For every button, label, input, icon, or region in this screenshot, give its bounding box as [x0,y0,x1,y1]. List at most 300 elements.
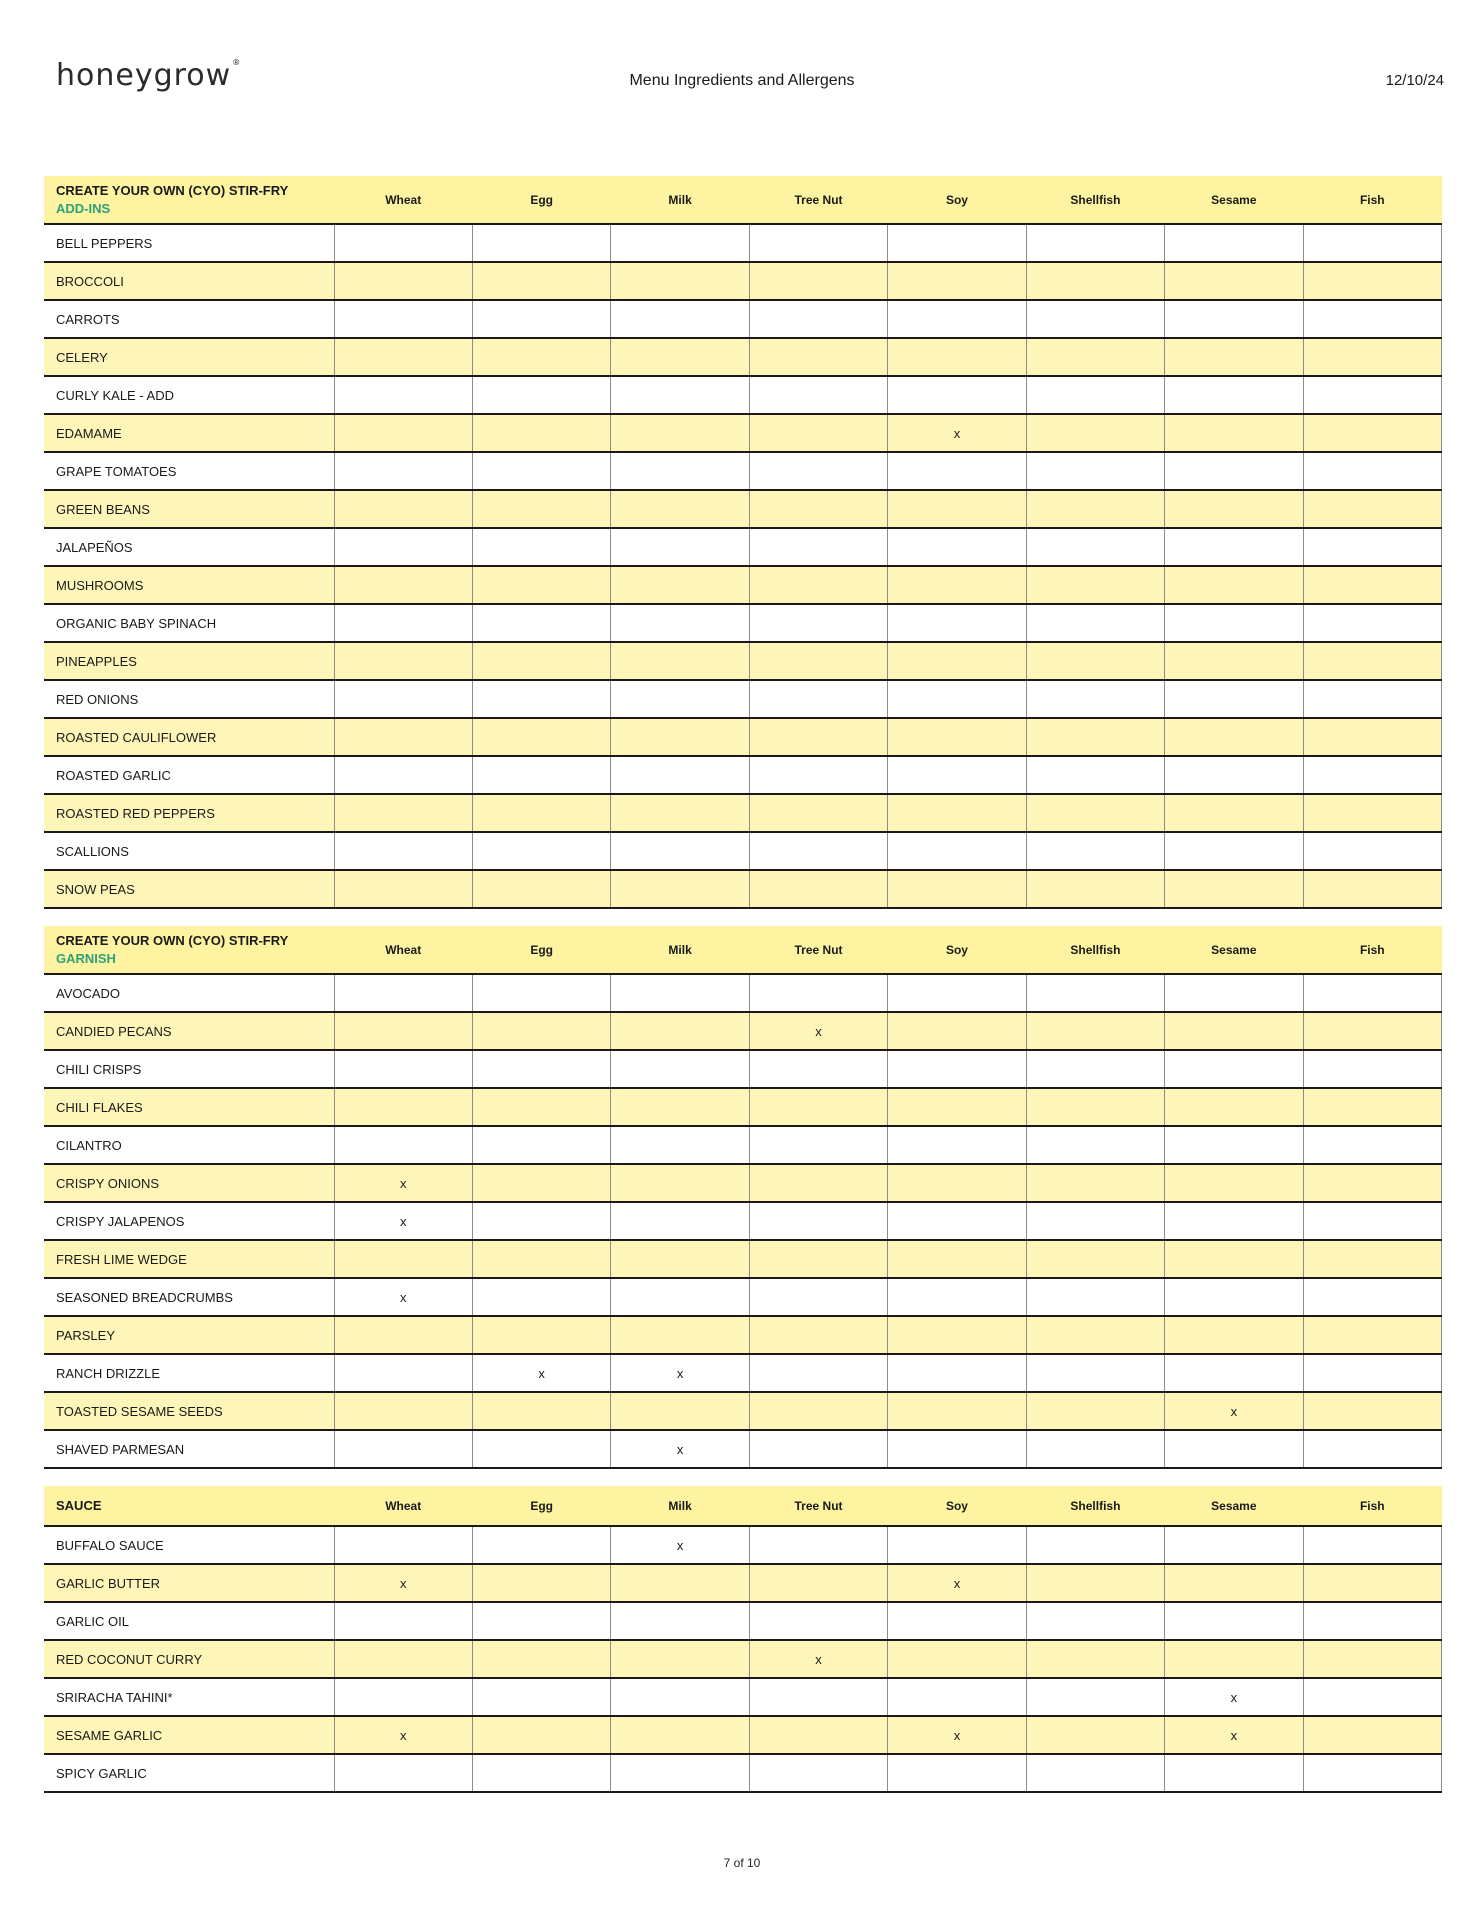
allergen-cell-egg [472,1564,610,1602]
allergen-cell-soy [888,338,1026,376]
table-row [44,1088,1442,1126]
allergen-cell-tree-nut [749,604,887,642]
allergen-cell-tree-nut [749,1164,887,1202]
allergen-cell-egg [472,832,610,870]
allergen-cell-shellfish [1026,452,1164,490]
allergen-cell-fish [1303,794,1441,832]
allergen-cell-shellfish [1026,1678,1164,1716]
allergen-cell-sesame [1165,1316,1303,1354]
allergen-cell-egg [472,528,610,566]
allergen-cell-fish [1303,1240,1441,1278]
table-row [44,1050,1442,1088]
table-row [44,1354,1442,1392]
allergen-cell-wheat: x [334,1278,472,1316]
allergen-cell-sesame [1165,224,1303,262]
ingredient-name: TOASTED SESAME SEEDS [44,1392,334,1430]
allergen-cell-tree-nut [749,1392,887,1430]
ingredient-name: RANCH DRIZZLE [44,1354,334,1392]
allergen-cell-wheat [334,490,472,528]
allergen-cell-wheat: x [334,1564,472,1602]
section-title [44,1486,334,1526]
allergen-cell-wheat [334,376,472,414]
allergen-cell-tree-nut [749,414,887,452]
allergen-cell-tree-nut: x [749,1012,887,1050]
allergen-cell-soy [888,642,1026,680]
allergen-cell-fish [1303,756,1441,794]
allergen-cell-soy [888,680,1026,718]
allergen-cell-shellfish [1026,338,1164,376]
document-date: 12/10/24 [1385,72,1444,89]
ingredient-name: CHILI FLAKES [44,1088,334,1126]
allergen-cell-fish [1303,1012,1441,1050]
ingredient-name: GARLIC BUTTER [44,1564,334,1602]
ingredient-name: GREEN BEANS [44,490,334,528]
allergen-cell-tree-nut [749,262,887,300]
allergen-cell-soy [888,1602,1026,1640]
allergen-cell-wheat [334,718,472,756]
allergen-cell-shellfish [1026,870,1164,908]
section-title [44,926,334,974]
allergen-cell-sesame [1165,376,1303,414]
allergen-cell-shellfish [1026,604,1164,642]
allergen-cell-wheat [334,1126,472,1164]
table-row [44,262,1442,300]
allergen-cell-fish [1303,376,1441,414]
table-row [44,832,1442,870]
table-row [44,794,1442,832]
allergen-cell-fish [1303,1716,1441,1754]
allergen-cell-shellfish [1026,1164,1164,1202]
ingredient-name: AVOCADO [44,974,334,1012]
ingredient-name: SNOW PEAS [44,870,334,908]
allergen-cell-wheat [334,1640,472,1678]
column-header-soy: Soy [888,1486,1026,1526]
allergen-cell-fish [1303,414,1441,452]
ingredient-name: ROASTED CAULIFLOWER [44,718,334,756]
allergen-cell-sesame: x [1165,1716,1303,1754]
allergen-cell-shellfish [1026,224,1164,262]
allergen-cell-soy [888,1088,1026,1126]
allergen-cell-tree-nut [749,1088,887,1126]
allergen-cell-fish [1303,1678,1441,1716]
allergen-cell-sesame [1165,262,1303,300]
ingredient-name: CILANTRO [44,1126,334,1164]
allergen-cell-fish [1303,1354,1441,1392]
table-row [44,376,1442,414]
allergen-cell-soy [888,224,1026,262]
allergen-cell-tree-nut [749,974,887,1012]
allergen-cell-shellfish [1026,1012,1164,1050]
table-header-row [44,1486,1442,1526]
allergen-cell-sesame [1165,870,1303,908]
allergen-cell-shellfish [1026,566,1164,604]
allergen-cell-soy [888,528,1026,566]
allergen-cell-soy [888,756,1026,794]
allergen-cell-egg [472,1164,610,1202]
allergen-cell-shellfish [1026,1526,1164,1564]
allergen-cell-fish [1303,642,1441,680]
ingredient-name: SEASONED BREADCRUMBS [44,1278,334,1316]
allergen-cell-sesame [1165,528,1303,566]
allergen-cell-sesame [1165,566,1303,604]
ingredient-name: EDAMAME [44,414,334,452]
allergen-cell-shellfish [1026,1602,1164,1640]
allergen-cell-soy [888,1640,1026,1678]
ingredient-name: CELERY [44,338,334,376]
allergen-cell-tree-nut [749,528,887,566]
allergen-cell-tree-nut [749,870,887,908]
section-title-text: SAUCE [56,1497,102,1513]
allergen-cell-egg: x [472,1354,610,1392]
allergen-cell-wheat [334,1430,472,1468]
allergen-cell-tree-nut [749,490,887,528]
table-row [44,1240,1442,1278]
allergen-cell-shellfish [1026,528,1164,566]
allergen-cell-milk [611,528,749,566]
honeygrow-logo: honeygrow® [56,58,242,93]
allergen-cell-milk [611,338,749,376]
allergen-cell-fish [1303,490,1441,528]
allergen-cell-tree-nut [749,1430,887,1468]
allergen-cell-egg [472,1678,610,1716]
allergen-cell-egg [472,1392,610,1430]
allergen-cell-fish [1303,1088,1441,1126]
allergen-cell-sesame [1165,1240,1303,1278]
table-row [44,566,1442,604]
allergen-cell-milk [611,1392,749,1430]
ingredient-name: SPICY GARLIC [44,1754,334,1792]
allergen-cell-sesame [1165,300,1303,338]
allergen-cell-fish [1303,604,1441,642]
allergen-cell-tree-nut [749,1754,887,1792]
column-header-fish: Fish [1303,926,1441,974]
allergen-cell-wheat [334,1754,472,1792]
allergen-cell-wheat [334,1316,472,1354]
allergen-cell-milk [611,718,749,756]
allergen-cell-shellfish [1026,1564,1164,1602]
allergen-cell-shellfish [1026,490,1164,528]
column-header-fish: Fish [1303,176,1441,224]
allergen-cell-fish [1303,870,1441,908]
section-title-text: CREATE YOUR OWN (CYO) STIR-FRY [56,182,289,198]
table-row [44,338,1442,376]
allergen-cell-egg [472,1088,610,1126]
allergen-cell-wheat [334,1354,472,1392]
ingredient-name: MUSHROOMS [44,566,334,604]
allergen-cell-shellfish [1026,1050,1164,1088]
allergen-cell-sesame [1165,1126,1303,1164]
allergen-cell-egg [472,604,610,642]
allergen-cell-tree-nut [749,1602,887,1640]
column-header-wheat: Wheat [334,1486,472,1526]
column-header-soy: Soy [888,176,1026,224]
ingredient-name: ROASTED GARLIC [44,756,334,794]
allergen-cell-soy [888,1678,1026,1716]
allergen-cell-fish [1303,300,1441,338]
column-header-milk: Milk [611,176,749,224]
ingredient-name: SRIRACHA TAHINI* [44,1678,334,1716]
ingredient-name: CRISPY ONIONS [44,1164,334,1202]
allergen-cell-fish [1303,338,1441,376]
allergen-cell-wheat [334,262,472,300]
allergen-cell-sesame [1165,1754,1303,1792]
section-subtitle: ADD-INS [56,200,111,216]
allergen-cell-soy [888,870,1026,908]
allergen-cell-egg [472,974,610,1012]
allergen-cell-tree-nut [749,1240,887,1278]
column-header-sesame: Sesame [1165,176,1303,224]
allergen-cell-tree-nut [749,718,887,756]
allergen-cell-egg [472,1526,610,1564]
table-row [44,1316,1442,1354]
allergen-cell-milk [611,452,749,490]
ingredient-name: ROASTED RED PEPPERS [44,794,334,832]
allergen-cell-wheat [334,870,472,908]
document-title: Menu Ingredients and Allergens [629,72,855,89]
allergen-cell-milk [611,604,749,642]
allergen-cell-fish [1303,1430,1441,1468]
allergen-cell-egg [472,1278,610,1316]
ingredient-name: FRESH LIME WEDGE [44,1240,334,1278]
allergen-cell-egg [472,718,610,756]
allergen-cell-egg [472,1316,610,1354]
allergen-cell-fish [1303,1526,1441,1564]
allergen-cell-tree-nut [749,300,887,338]
allergen-cell-soy [888,794,1026,832]
allergen-cell-egg [472,414,610,452]
allergen-cell-sesame [1165,1050,1303,1088]
allergen-cell-wheat [334,338,472,376]
allergen-cell-tree-nut [749,1050,887,1088]
allergen-cell-shellfish [1026,1392,1164,1430]
allergen-cell-soy [888,1316,1026,1354]
allergen-cell-fish [1303,1316,1441,1354]
allergen-cell-shellfish [1026,300,1164,338]
allergen-cell-milk [611,414,749,452]
add-ins-allergen-table [44,176,1442,909]
allergen-cell-fish [1303,566,1441,604]
allergen-cell-soy [888,1430,1026,1468]
allergen-cell-milk [611,1316,749,1354]
allergen-cell-shellfish [1026,756,1164,794]
allergen-cell-fish [1303,1602,1441,1640]
allergen-cell-fish [1303,1640,1441,1678]
allergen-cell-egg [472,376,610,414]
allergen-cell-tree-nut [749,1202,887,1240]
allergen-cell-egg [472,1202,610,1240]
allergen-cell-tree-nut [749,794,887,832]
table-row [44,680,1442,718]
allergen-cell-tree-nut [749,1354,887,1392]
table-row [44,1526,1442,1564]
allergen-cell-soy [888,490,1026,528]
allergen-cell-egg [472,300,610,338]
allergen-cell-sesame [1165,1164,1303,1202]
table-row [44,718,1442,756]
allergen-cell-sesame [1165,1564,1303,1602]
allergen-cell-soy [888,1164,1026,1202]
allergen-cell-wheat: x [334,1164,472,1202]
allergen-cell-wheat [334,566,472,604]
ingredient-name: GARLIC OIL [44,1602,334,1640]
allergen-cell-milk [611,262,749,300]
column-header-shellfish: Shellfish [1026,926,1164,974]
allergen-cell-milk [611,832,749,870]
allergen-cell-soy [888,718,1026,756]
allergen-cell-soy [888,262,1026,300]
allergen-cell-wheat [334,1088,472,1126]
allergen-cell-wheat [334,604,472,642]
allergen-cell-egg [472,1240,610,1278]
allergen-cell-sesame [1165,756,1303,794]
allergen-cell-fish [1303,1278,1441,1316]
column-header-shellfish: Shellfish [1026,1486,1164,1526]
allergen-cell-milk [611,224,749,262]
allergen-cell-wheat [334,1526,472,1564]
allergen-cell-fish [1303,1164,1441,1202]
allergen-cell-sesame [1165,490,1303,528]
column-header-wheat: Wheat [334,926,472,974]
table-row [44,1754,1442,1792]
allergen-cell-milk [611,1088,749,1126]
allergen-cell-tree-nut [749,1716,887,1754]
allergen-cell-egg [472,1430,610,1468]
allergen-cell-sesame [1165,832,1303,870]
ingredient-name: JALAPEÑOS [44,528,334,566]
table-row [44,974,1442,1012]
allergen-cell-shellfish [1026,974,1164,1012]
allergen-cell-milk [611,300,749,338]
table-row [44,1602,1442,1640]
table-row [44,1640,1442,1678]
allergen-cell-egg [472,262,610,300]
allergen-cell-soy [888,300,1026,338]
allergen-cell-soy [888,376,1026,414]
table-row [44,300,1442,338]
allergen-cell-tree-nut [749,1526,887,1564]
allergen-cell-tree-nut [749,1316,887,1354]
allergen-cell-sesame [1165,1640,1303,1678]
allergen-cell-egg [472,1754,610,1792]
allergen-cell-tree-nut [749,1564,887,1602]
allergen-cell-fish [1303,528,1441,566]
allergen-cell-tree-nut [749,452,887,490]
allergen-cell-sesame [1165,1526,1303,1564]
allergen-cell-shellfish [1026,1240,1164,1278]
table-row [44,224,1442,262]
allergen-cell-shellfish [1026,1202,1164,1240]
allergen-cell-egg [472,224,610,262]
ingredient-name: SHAVED PARMESAN [44,1430,334,1468]
page-number: 7 of 10 [723,1856,761,1870]
allergen-cell-sesame [1165,718,1303,756]
allergen-cell-egg [472,490,610,528]
table-row [44,1202,1442,1240]
allergen-cell-milk: x [611,1526,749,1564]
ingredient-name: CRISPY JALAPENOS [44,1202,334,1240]
table-header-row [44,926,1442,974]
allergen-cell-milk [611,566,749,604]
allergen-cell-egg [472,1012,610,1050]
allergen-cell-soy [888,1754,1026,1792]
allergen-cell-fish [1303,832,1441,870]
allergen-cell-egg [472,1716,610,1754]
allergen-cell-wheat [334,1392,472,1430]
allergen-cell-fish [1303,224,1441,262]
allergen-cell-sesame [1165,452,1303,490]
allergen-cell-shellfish [1026,1716,1164,1754]
allergen-cell-soy: x [888,1716,1026,1754]
allergen-cell-wheat [334,224,472,262]
allergen-cell-fish [1303,1392,1441,1430]
table-row [44,642,1442,680]
allergen-cell-sesame [1165,414,1303,452]
allergen-cell-soy [888,604,1026,642]
allergen-cell-wheat [334,832,472,870]
table-header-row [44,176,1442,224]
allergen-cell-milk [611,794,749,832]
allergen-cell-milk [611,1678,749,1716]
allergen-cell-egg [472,452,610,490]
ingredient-name: GRAPE TOMATOES [44,452,334,490]
allergen-cell-shellfish [1026,680,1164,718]
allergen-cell-milk [611,1278,749,1316]
allergen-cell-milk [611,1012,749,1050]
table-row [44,1430,1442,1468]
table-row [44,1678,1442,1716]
allergen-cell-wheat [334,1240,472,1278]
column-header-tree-nut: Tree Nut [749,926,887,974]
allergen-cell-shellfish [1026,1754,1164,1792]
allergen-cell-milk [611,974,749,1012]
allergen-cell-fish [1303,1202,1441,1240]
allergen-cell-soy: x [888,1564,1026,1602]
allergen-cell-milk [611,1716,749,1754]
column-header-shellfish: Shellfish [1026,176,1164,224]
allergen-cell-tree-nut [749,680,887,718]
allergen-cell-soy [888,1012,1026,1050]
allergen-cell-milk [611,1240,749,1278]
allergen-cell-sesame [1165,604,1303,642]
allergen-cell-sesame [1165,794,1303,832]
allergen-cell-tree-nut [749,224,887,262]
column-header-tree-nut: Tree Nut [749,1486,887,1526]
allergen-cell-fish [1303,1050,1441,1088]
allergen-cell-sesame [1165,1430,1303,1468]
allergen-cell-fish [1303,974,1441,1012]
allergen-cell-tree-nut [749,566,887,604]
allergen-cell-egg [472,680,610,718]
allergen-cell-fish [1303,452,1441,490]
allergen-cell-soy [888,832,1026,870]
allergen-cell-shellfish [1026,1354,1164,1392]
allergen-cell-milk [611,376,749,414]
allergen-cell-wheat [334,528,472,566]
allergen-cell-soy [888,974,1026,1012]
allergen-cell-tree-nut [749,376,887,414]
allergen-cell-milk [611,680,749,718]
table-row [44,1564,1442,1602]
allergen-cell-wheat: x [334,1716,472,1754]
allergen-cell-milk [611,490,749,528]
allergen-cell-sesame [1165,1012,1303,1050]
column-header-tree-nut: Tree Nut [749,176,887,224]
allergen-cell-egg [472,1640,610,1678]
allergen-cell-tree-nut [749,1126,887,1164]
allergen-cell-soy [888,1354,1026,1392]
ingredient-name: PARSLEY [44,1316,334,1354]
allergen-cell-shellfish [1026,1640,1164,1678]
